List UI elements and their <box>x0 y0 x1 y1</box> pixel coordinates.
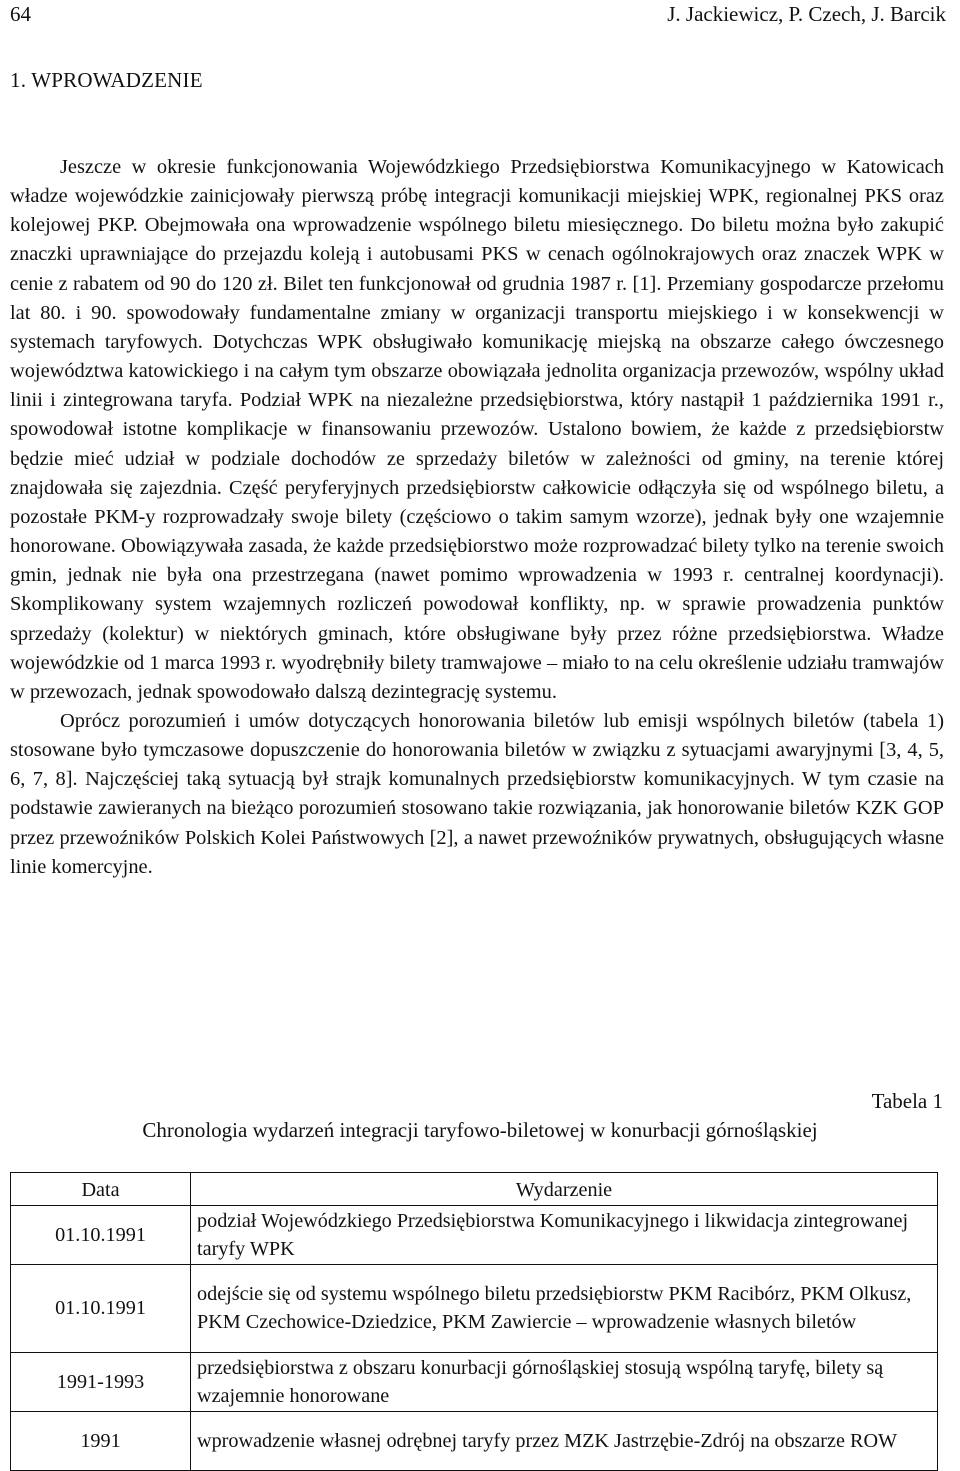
table-label: Tabela 1 <box>871 1089 943 1113</box>
paragraph: Oprócz porozumień i umów dotyczących honorowania biletów lub emisji wspólnych biletów (tabela 1) stosowane było tymczasowe dopuszczenie do honorowania biletów w związku z sytuacjami awaryjnymi [3, 4, 5, 6, 7, 8]. Najczęściej taką sytuacją był strajk komunalnych przedsiębiorstw komunikacyjnych. W tym czasie na podstawie zawieranych na bieżąco porozumień stosowano takie rozwiązania, jak honorowanie biletów KZK GOP przez przewoźników Polskich Kolei Państwowych [2], a nawet przewoźników prywatnych, obsługujących własne linie komercyjne. <box>10 709 944 878</box>
body-text <box>10 153 944 882</box>
table-cell-event: podział Wojewódzkiego Przedsiębiorstwa Komunikacyjnego i likwidacja zintegrowanej taryfy WPK <box>191 1206 938 1265</box>
paragraph: Jeszcze w okresie funkcjonowania Wojewódzkiego Przedsiębiorstwa Komunikacyjnego w Katowicach władze wojewódzkie zainicjowały pierwszą próbę integracji komunikacji miejskiej WPK, regionalnej PKS oraz kolejowej PKP. Obejmowała ona wprowadzenie wspólnego biletu miesięcznego. Do biletu można było zakupić znaczki uprawniające do przejazdu koleją i autobusami PKS w cenach ogólnokrajowych oraz znaczek WPK w cenie z rabatem od 90 do 120 zł. Bilet ten funkcjonował od grudnia 1987 r. [1]. Przemiany gospodarcze przełomu lat 80. i 90. spowodowały fundamentalne zmiany w organizacji transportu miejskiego i w konsekwencji w systemach taryfowych. Dotychczas WPK obsługiwało komunikację miejską na obszarze całego ówczesnego województwa katowickiego i na całym tym obszarze obowiązała jednolita organizacja przewozów, wspólny układ linii i zintegrowana taryfa. Podział WPK na niezależne przedsiębiorstwa, który nastąpił 1 października 1991 r., spowodował istotne komplikacje w finansowaniu przewozów. Ustalono bowiem, że każde z przedsiębiorstw będzie mieć udział w podziale dochodów ze sprzedaży biletów w zależności od gminy, na terenie której znajdowała się zajezdnia. Część peryferyjnych przedsiębiorstw całkowicie odłączyła się od wspólnego biletu, a pozostałe PKM-y rozprowadzały swoje bilety (częściowo o takim samym wzorze), jednak były one wzajemnie honorowane. Obowiązywała zasada, że każde przedsiębiorstwo może rozprowadzać bilety tylko na terenie swoich gmin, jednak nie była ona przestrzegana (nawet pomimo wprowadzenia w 1993 r. centralnej koordynacji). Skomplikowany system wzajemnych rozliczeń powodował konflikty, np. w sprawie prowadzenia punktów sprzedaży (kolektur) w niektórych gminach, które obsługiwane były przez różne przedsiębiorstwa. Władze wojewódzkie od 1 marca 1993 r. wyodrębniły bilety tramwajowe – miało to na celu określenie udziału tramwajów w przewozach, jednak spowodowało dalszą dezintegrację systemu. <box>10 156 944 703</box>
column-header-date: Data <box>11 1173 191 1206</box>
page-number: 64 <box>10 2 31 26</box>
table-header-row <box>11 1173 938 1206</box>
table-cell-date: 1991 <box>11 1412 191 1471</box>
table-cell-event: odejście się od systemu wspólnego biletu przedsiębiorstw PKM Racibórz, PKM Olkusz, PKM Czechowice-Dziedzice, PKM Zawiercie – wprowadzenie własnych biletów <box>191 1265 938 1353</box>
section-heading: 1. WPROWADZENIE <box>10 68 203 92</box>
table-row <box>11 1206 938 1265</box>
table-row <box>11 1265 938 1353</box>
table-cell-event: wprowadzenie własnej odrębnej taryfy przez MZK Jastrzębie-Zdrój na obszarze ROW <box>191 1412 938 1471</box>
table-cell-date: 1991-1993 <box>11 1353 191 1412</box>
table-row <box>11 1412 938 1471</box>
table-caption: Chronologia wydarzeń integracji taryfowo-biletowej w konurbacji górnośląskiej <box>142 1118 818 1142</box>
table-cell-date: 01.10.1991 <box>11 1265 191 1353</box>
table-row <box>11 1353 938 1412</box>
table-cell-date: 01.10.1991 <box>11 1206 191 1265</box>
running-header-authors: J. Jackiewicz, P. Czech, J. Barcik <box>667 2 946 26</box>
chronology-table <box>10 1172 938 1471</box>
table-cell-event: przedsiębiorstwa z obszaru konurbacji górnośląskiej stosują wspólną taryfę, bilety są wzajemnie honorowane <box>191 1353 938 1412</box>
column-header-event: Wydarzenie <box>191 1173 938 1206</box>
